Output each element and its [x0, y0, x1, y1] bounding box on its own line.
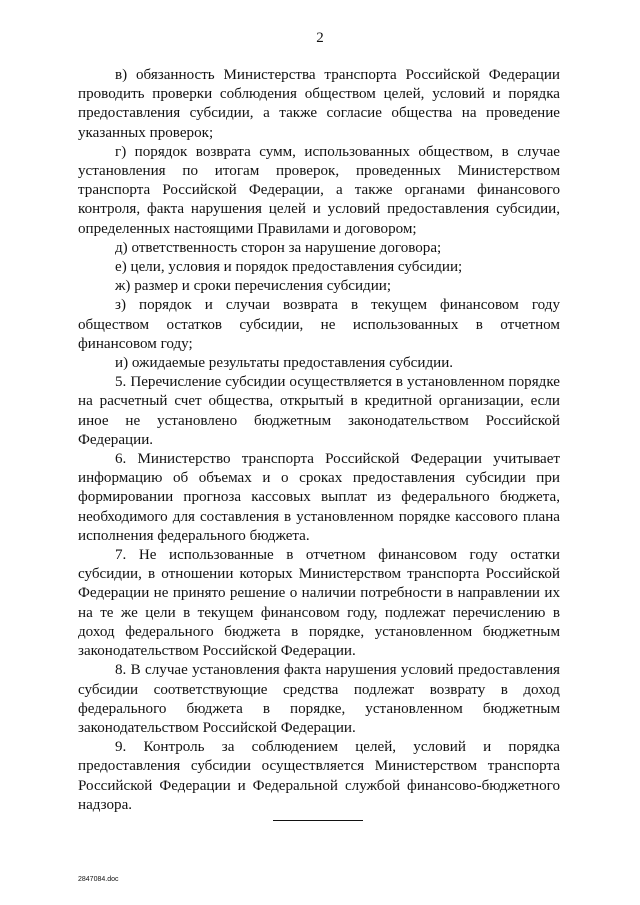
document-body	[78, 66, 560, 815]
clause-e: е) цели, условия и порядок предоставления субсидии;	[115, 259, 463, 276]
clause-z: з) порядок и случаи возврата в текущем финансовом году обществом остатков субсидии, не использованных в отчетном финансовом году;	[78, 297, 560, 352]
section-8: 8. В случае установления факта нарушения условий предоставления субсидии соответствующие средства подлежат возврату в доход федерального бюджета в порядке, установленном бюджетным законодательством Российской Федерации.	[78, 662, 560, 736]
section-5: 5. Перечисление субсидии осуществляется в установленном порядке на расчетный счет общества, открытый в кредитной организации, если иное не установлено бюджетным законодательством Российской Федерации.	[78, 374, 560, 448]
clause-i: и) ожидаемые результаты предоставления субсидии.	[115, 355, 454, 372]
clause-zh: ж) размер и сроки перечисления субсидии;	[115, 278, 392, 295]
page-number: 2	[316, 30, 324, 46]
section-9: 9. Контроль за соблюдением целей, условий и порядка предоставления субсидии осуществляется Министерством транспорта Российской Федерации и Федеральной службой финансово-бюджетного надзора.	[78, 739, 560, 813]
clause-g: г) порядок возврата сумм, использованных обществом, в случае установления по итогам проверок, проведенных Министерством транспорта Российской Федерации, а также органами финансового контроля, факта нарушения целей и условий предоставления субсидии, определенных настоящими Правилами и договором;	[78, 143, 560, 237]
section-7: 7. Не использованные в отчетном финансовом году остатки субсидии, в отношении которых Министерством транспорта Российской Федерации не принято решение о наличии потребности в направлении их на те же цели в текущем финансовом году, подлежат перечислению в доход федерального бюджета в порядке, установленном бюджетным законодательством Российской Федерации.	[78, 547, 560, 660]
document-id: 2847084.doc	[78, 876, 119, 883]
clause-v: в) обязанность Министерства транспорта Российской Федерации проводить проверки соблюдения обществом целей, условий и порядка предоставления субсидии, а также согласие общества на проведение указанных проверок;	[78, 67, 560, 141]
end-divider	[273, 820, 363, 821]
clause-d: д) ответственность сторон за нарушение договора;	[115, 239, 442, 256]
section-6: 6. Министерство транспорта Российской Федерации учитывает информацию об объемах и о сроках предоставления субсидии при формировании прогноза кассовых выплат из федерального бюджета, необходимого для составления в установленном порядке кассового плана исполнения федерального бюджета.	[78, 451, 560, 544]
